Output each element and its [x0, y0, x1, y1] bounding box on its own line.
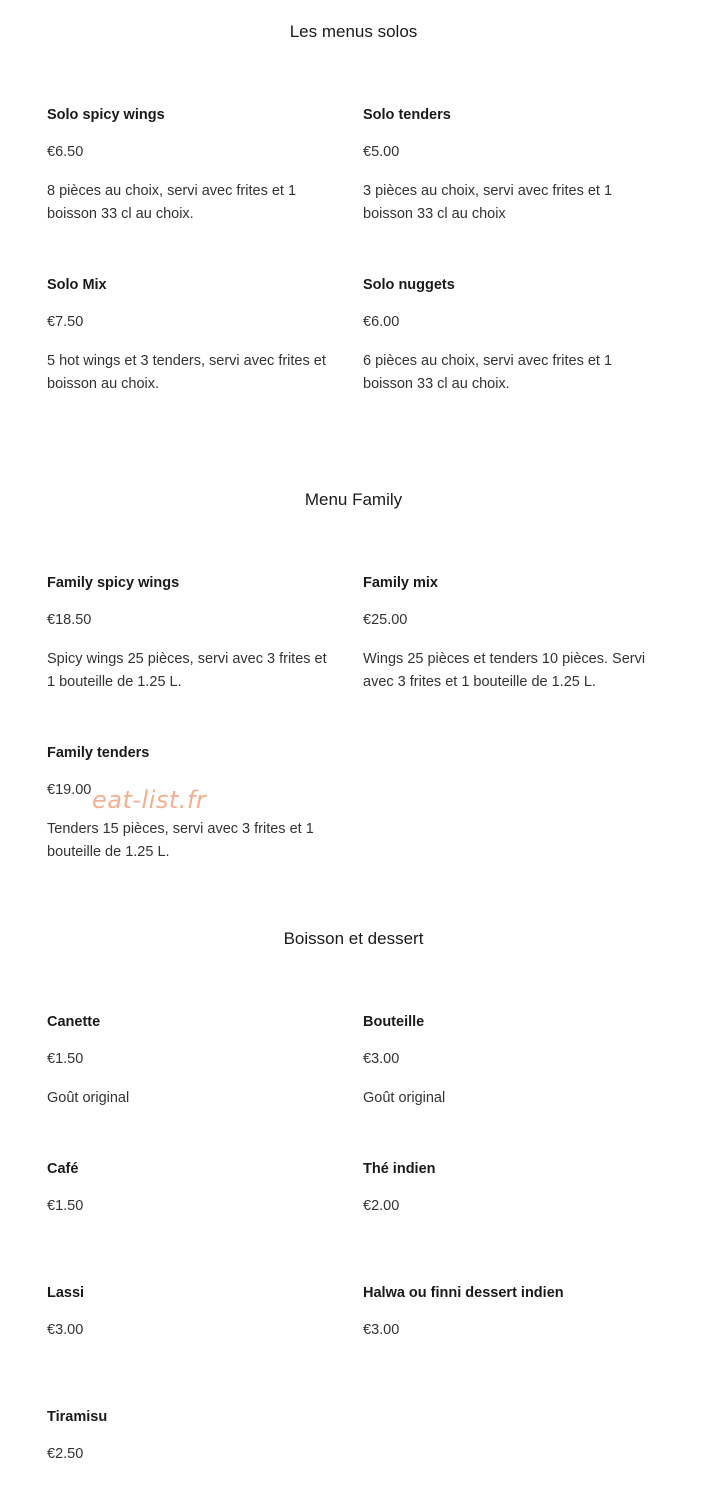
menu-item: [363, 574, 663, 694]
menu-item: [363, 1013, 653, 1110]
menu-item: [47, 1013, 337, 1110]
item-price: €6.00: [363, 314, 400, 330]
watermark-logo: eat-list.fr: [92, 786, 207, 814]
item-name: Halwa ou finni dessert indien: [363, 1285, 564, 1301]
item-description: 6 pièces au choix, servi avec frites et 1 boisson 33 cl au choix.: [363, 353, 613, 392]
item-description: 8 pièces au choix, servi avec frites et 1 boisson 33 cl au choix.: [47, 183, 297, 222]
menu-item: [47, 574, 337, 694]
item-price: €1.50: [47, 1198, 84, 1214]
item-price: €5.00: [363, 144, 400, 160]
item-name: Thé indien: [363, 1161, 436, 1177]
item-price: €3.00: [363, 1051, 400, 1067]
item-description: Goût original: [47, 1090, 130, 1106]
item-name: Family tenders: [47, 745, 150, 761]
menu-item: [47, 1160, 337, 1215]
item-price: €3.00: [47, 1322, 84, 1338]
section-title-family: Menu Family: [304, 490, 403, 509]
section-title-solos: Les menus solos: [289, 22, 418, 41]
item-description: 5 hot wings et 3 tenders, servi avec frites et boisson au choix.: [47, 353, 326, 392]
item-name: Family spicy wings: [47, 575, 180, 591]
item-name: Solo tenders: [363, 107, 451, 123]
menu-item: [363, 276, 653, 396]
item-name: Café: [47, 1161, 79, 1177]
item-price: €19.00: [47, 782, 92, 798]
item-description: Goût original: [363, 1090, 446, 1106]
item-name: Solo Mix: [47, 277, 107, 293]
item-description: Spicy wings 25 pièces, servi avec 3 frites et 1 bouteille de 1.25 L.: [47, 651, 327, 690]
menu-item: [47, 1284, 337, 1339]
menu-item: [363, 1160, 653, 1215]
item-price: €25.00: [363, 612, 408, 628]
item-name: Tiramisu: [47, 1409, 108, 1425]
item-name: Solo nuggets: [363, 277, 455, 293]
item-description: 3 pièces au choix, servi avec frites et 1 boisson 33 cl au choix: [363, 183, 613, 222]
item-name: Bouteille: [363, 1014, 425, 1030]
item-price: €2.50: [47, 1446, 84, 1462]
item-name: Canette: [47, 1014, 101, 1030]
menu-item: [363, 106, 653, 226]
item-price: €6.50: [47, 144, 84, 160]
item-price: €3.00: [363, 1322, 400, 1338]
menu-item: [363, 1284, 663, 1339]
item-price: €7.50: [47, 314, 84, 330]
menu-item: [47, 1408, 337, 1463]
item-name: Lassi: [47, 1285, 85, 1301]
menu-item: [47, 276, 337, 396]
item-description: Tenders 15 pièces, servi avec 3 frites et 1 bouteille de 1.25 L.: [47, 821, 314, 860]
item-price: €2.00: [363, 1198, 400, 1214]
item-price: €18.50: [47, 612, 92, 628]
section-title-boisson-dessert: Boisson et dessert: [283, 929, 424, 948]
item-price: €1.50: [47, 1051, 84, 1067]
item-description: Wings 25 pièces et tenders 10 pièces. Servi avec 3 frites et 1 bouteille de 1.25 L.: [363, 651, 646, 690]
item-name: Family mix: [363, 575, 438, 591]
menu-item: [47, 106, 337, 226]
item-name: Solo spicy wings: [47, 107, 165, 123]
